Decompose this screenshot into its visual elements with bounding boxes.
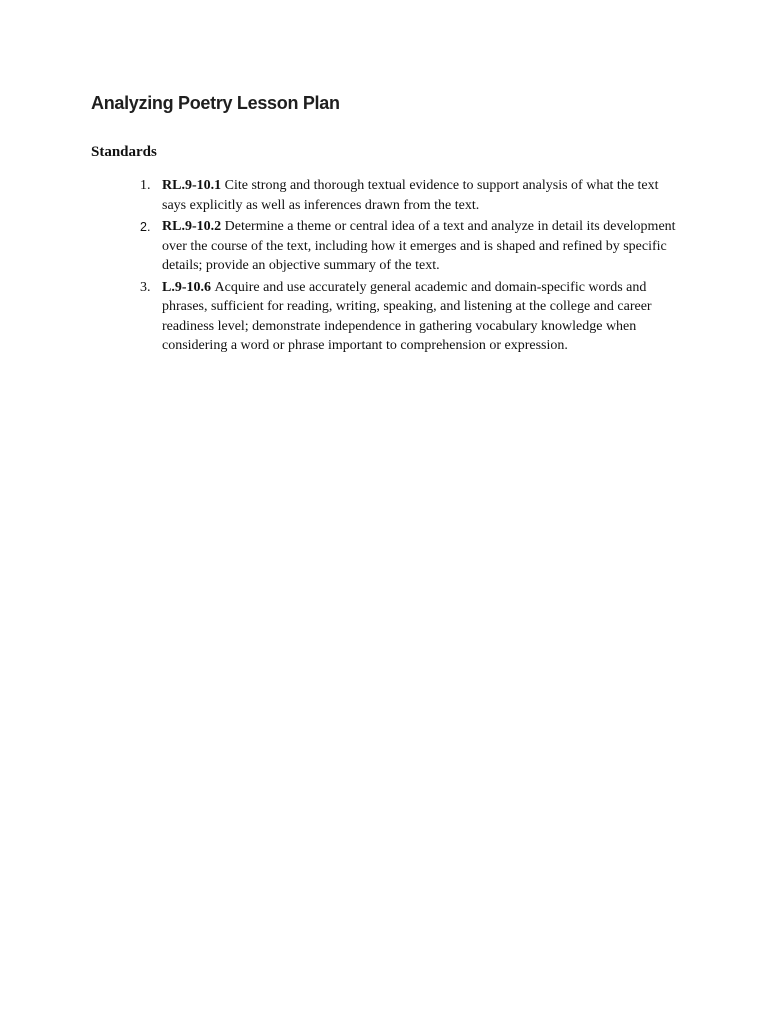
standard-item-3 [140,278,685,356]
page-title: Analyzing Poetry Lesson Plan [91,93,340,113]
list-number: 1. [140,178,151,193]
standards-heading: Standards [91,144,157,160]
list-number: 3. [140,279,151,295]
standard-text: Cite strong and thorough textual evidence to support analysis of what the text says explicitly as well as inferences drawn from the text. [162,178,659,213]
standard-item-1 [140,176,685,215]
standard-item-2 [140,217,685,276]
standard-text: Determine a theme or central idea of a text and analyze in detail its development over the course of the text, including how it emerges and is shaped and refined by specific details; provide an objective summary of the text. [162,219,676,273]
standard-code: RL.9-10.2 [162,219,225,234]
list-number: 2. [140,220,151,234]
standard-code: RL.9-10.1 [162,178,225,193]
standards-list [140,176,685,358]
standard-text: Acquire and use accurately general academic and domain-specific words and phrases, sufficient for reading, writing, speaking, and listening at the college and career readiness level; demonstrate independence in gathering vocabulary knowledge when considering a word or phrase important to comprehension or expression. [162,279,652,353]
standard-code: L.9-10.6 [162,279,215,295]
